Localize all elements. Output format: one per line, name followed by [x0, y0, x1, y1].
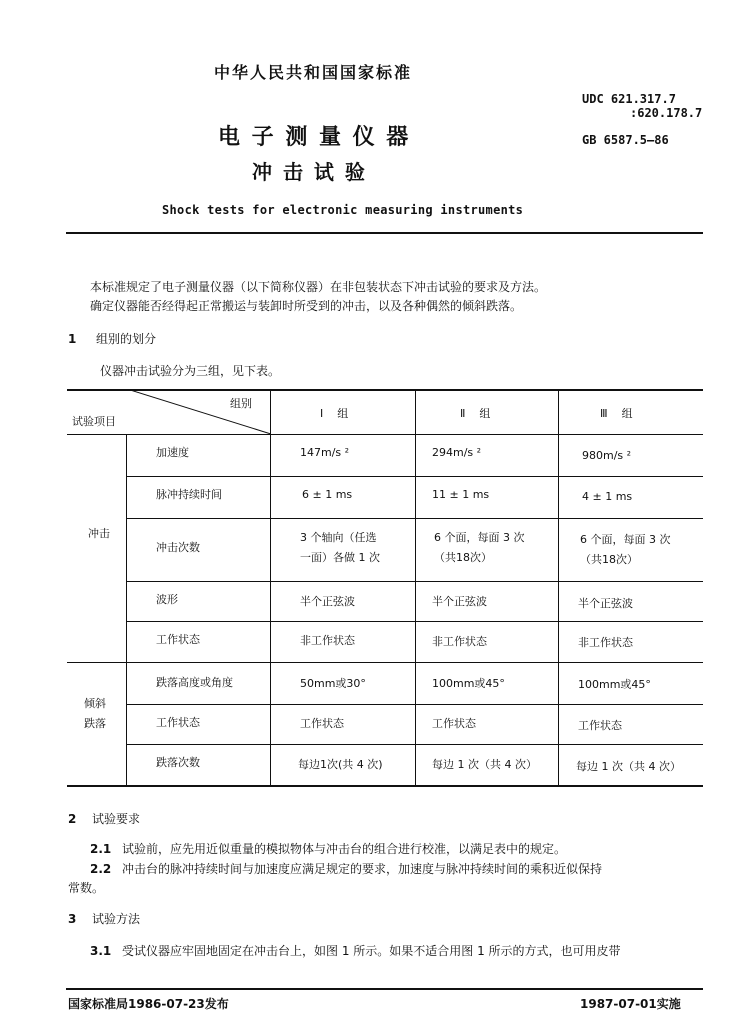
- footer-divider: [66, 988, 703, 990]
- clause-3-1-number: 3.1: [90, 944, 112, 958]
- header-col3: Ⅲ 组: [600, 407, 633, 420]
- row-item: 工作状态: [156, 716, 200, 729]
- header-col1: Ⅰ 组: [320, 407, 349, 420]
- table-cell: 50mm或30°: [300, 677, 366, 690]
- table-cell: 非工作状态: [432, 635, 487, 648]
- header-item-label: 试验项目: [72, 415, 116, 428]
- table-cell: 100mm或45°: [578, 678, 651, 691]
- issued-date: 国家标准局1986-07-23发布: [68, 997, 229, 1011]
- clause-2-1-number: 2.1: [90, 842, 112, 856]
- clause-3-1-text: 受试仪器应牢固地固定在冲击台上，如图 1 所示。如果不适合用图 1 所示的方式，也可用皮带: [122, 944, 621, 958]
- table-cell: 每边 1 次（共 4 次）: [576, 760, 681, 773]
- row-item: 加速度: [156, 446, 189, 459]
- table-cell: 半个正弦波: [300, 595, 355, 608]
- row-item: 跌落高度或角度: [156, 676, 233, 689]
- row-item: 工作状态: [156, 633, 200, 646]
- table-cell: 工作状态: [578, 719, 622, 732]
- row-item: 跌落次数: [156, 756, 200, 769]
- row-item: 波形: [156, 593, 178, 606]
- section1-text: 仪器冲击试验分为三组，见下表。: [100, 364, 281, 378]
- document-title-line2: 冲 击 试 验: [252, 160, 367, 184]
- document-title-line1: 电 子 测 量 仪 器: [218, 125, 411, 150]
- table-cell: 3 个轴向（任选 一面）各做 1 次: [300, 531, 380, 564]
- header-col2: Ⅱ 组: [460, 407, 491, 420]
- table-cell: 非工作状态: [578, 636, 633, 649]
- table-cell: 半个正弦波: [432, 595, 487, 608]
- section2-heading: 试验要求: [92, 812, 141, 826]
- clause-2-2-continued: 常数。: [68, 881, 105, 895]
- clause-2-2-text: 冲击台的脉冲持续时间与加速度应满足规定的要求，加速度与脉冲持续时间的乘积近似保持: [122, 862, 603, 876]
- table-cell: 每边1次(共 4 次): [298, 758, 383, 771]
- table-cell: 工作状态: [300, 717, 344, 730]
- category-shock: 冲击: [88, 527, 110, 540]
- header-group-label: 组别: [230, 397, 252, 410]
- table-cell: 6 ± 1 ms: [302, 488, 353, 501]
- section2-number: 2: [68, 812, 77, 826]
- section1-number: 1: [68, 332, 77, 346]
- intro-line2: 确定仪器能否经得起正常搬运与装卸时所受到的冲击，以及各种偶然的倾斜跌落。: [90, 299, 523, 313]
- effective-date: 1987-07-01实施: [580, 997, 681, 1011]
- table-cell: 980m/s ²: [582, 449, 632, 462]
- section3-heading: 试验方法: [92, 912, 141, 926]
- intro-line1: 本标准规定了电子测量仪器（以下简称仪器）在非包装状态下冲击试验的要求及方法。: [90, 280, 547, 294]
- table-cell: 147m/s ²: [300, 446, 350, 459]
- section3-number: 3: [68, 912, 77, 926]
- issuing-country-standard: 中华人民共和国国家标准: [214, 63, 413, 82]
- table-cell: 6 个面，每面 3 次 （共18次）: [434, 531, 525, 564]
- table-cell: 非工作状态: [300, 634, 355, 647]
- english-title: Shock tests for electronic measuring instruments: [162, 203, 524, 217]
- table-cell: 工作状态: [432, 717, 476, 730]
- table-cell: 半个正弦波: [578, 597, 633, 610]
- table-cell: 6 个面，每面 3 次 （共18次）: [580, 533, 671, 566]
- table-cell: 100mm或45°: [432, 677, 505, 690]
- udc-line1: UDC 621.317.7: [582, 92, 676, 106]
- gb-number: GB 6587.5—86: [582, 133, 669, 147]
- clause-2-1-text: 试验前，应先用近似重量的模拟物体与冲击台的组合进行校准，以满足表中的规定。: [122, 842, 567, 856]
- row-item: 冲击次数: [156, 541, 200, 554]
- clause-2-2-number: 2.2: [90, 862, 112, 876]
- table-cell: 11 ± 1 ms: [432, 488, 490, 501]
- row-item: 脉冲持续时间: [156, 488, 222, 501]
- table-cell: 4 ± 1 ms: [582, 490, 633, 503]
- udc-line2: :620.178.7: [630, 106, 703, 120]
- section1-heading: 组别的划分: [96, 332, 157, 346]
- table-cell: 294m/s ²: [432, 446, 482, 459]
- category-tilt-fall: 倾斜 跌落: [84, 697, 106, 730]
- table-cell: 每边 1 次（共 4 次）: [432, 758, 537, 771]
